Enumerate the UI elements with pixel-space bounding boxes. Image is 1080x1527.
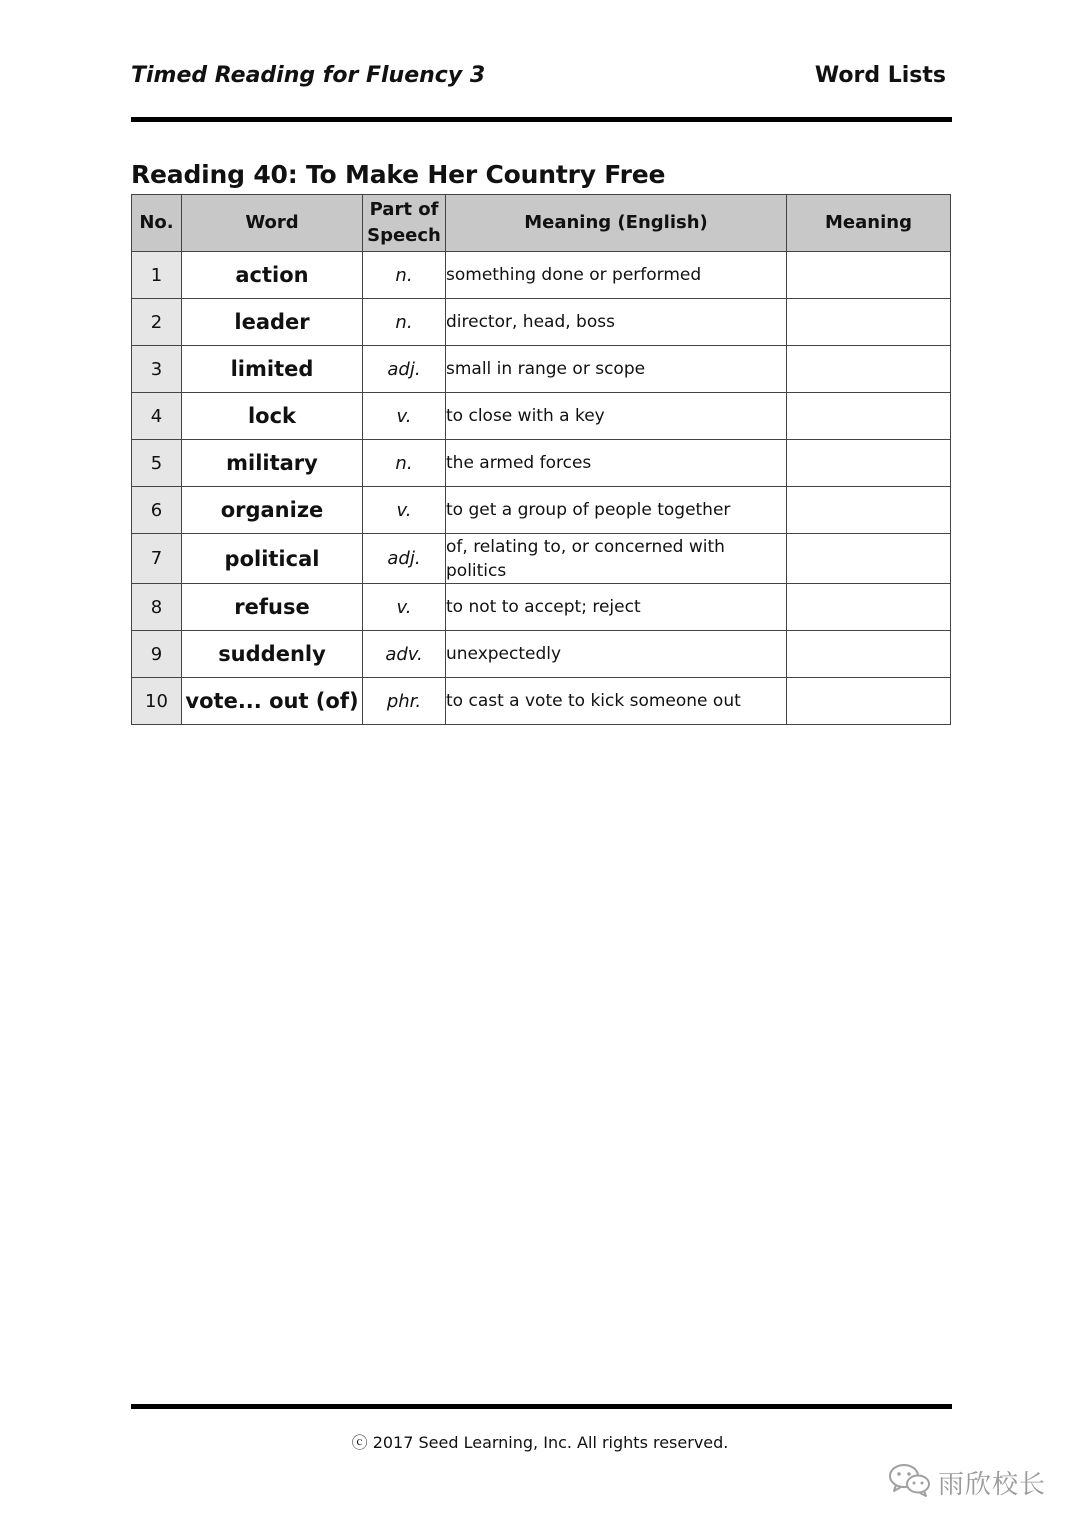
row-number: 7 (132, 534, 182, 584)
copyright-notice: ⓒ 2017 Seed Learning, Inc. All rights reserved. (351, 1433, 729, 1452)
col-header-word: Word (182, 195, 363, 252)
row-word: refuse (182, 584, 363, 631)
row-part-of-speech: adj. (363, 534, 446, 584)
row-part-of-speech: v. (363, 584, 446, 631)
row-word: military (182, 440, 363, 487)
row-meaning-english: small in range or scope (446, 346, 787, 393)
row-number: 4 (132, 393, 182, 440)
row-word: action (182, 252, 363, 299)
footer-rule (131, 1404, 952, 1409)
watermark-text: 雨欣校长 (938, 1469, 1047, 1500)
col-header-part-of-speech (363, 195, 446, 252)
row-meaning-english: of, relating to, or concerned with politics (446, 534, 787, 584)
table-header-row (132, 195, 951, 252)
row-number: 10 (132, 678, 182, 725)
row-part-of-speech: n. (363, 440, 446, 487)
section-label: Word Lists (814, 63, 946, 88)
row-number: 5 (132, 440, 182, 487)
row-meaning-blank (787, 487, 951, 534)
row-meaning-english: to not to accept; reject (446, 584, 787, 631)
row-number: 3 (132, 346, 182, 393)
row-part-of-speech: v. (363, 393, 446, 440)
row-meaning-blank (787, 252, 951, 299)
row-number: 2 (132, 299, 182, 346)
row-meaning-blank (787, 584, 951, 631)
row-word: limited (182, 346, 363, 393)
row-word: vote... out (of) (182, 678, 363, 725)
row-meaning-english: something done or performed (446, 252, 787, 299)
row-part-of-speech: adj. (363, 346, 446, 393)
header-rule (131, 117, 952, 122)
table-row (132, 393, 951, 440)
row-meaning-blank (787, 440, 951, 487)
table-row (132, 252, 951, 299)
row-meaning-english: to cast a vote to kick someone out (446, 678, 787, 725)
row-part-of-speech: v. (363, 487, 446, 534)
table-row (132, 440, 951, 487)
row-part-of-speech: n. (363, 252, 446, 299)
row-meaning-english: the armed forces (446, 440, 787, 487)
row-part-of-speech: adv. (363, 631, 446, 678)
table-row (132, 678, 951, 725)
row-meaning-blank (787, 299, 951, 346)
row-meaning-english: to close with a key (446, 393, 787, 440)
row-word: organize (182, 487, 363, 534)
watermark (888, 1462, 1046, 1502)
table-row (132, 487, 951, 534)
row-number: 6 (132, 487, 182, 534)
table-row (132, 631, 951, 678)
book-title: Timed Reading for Fluency 3 (131, 63, 486, 88)
row-meaning-blank (787, 631, 951, 678)
col-header-meaning-english: Meaning (English) (446, 195, 787, 252)
row-meaning-blank (787, 534, 951, 584)
table-row (132, 299, 951, 346)
row-part-of-speech: n. (363, 299, 446, 346)
row-word: political (182, 534, 363, 584)
row-meaning-english: director, head, boss (446, 299, 787, 346)
col-header-no: No. (132, 195, 182, 252)
row-number: 9 (132, 631, 182, 678)
col-header-meaning: Meaning (787, 195, 951, 252)
table-row (132, 584, 951, 631)
page-title: Reading 40: To Make Her Country Free (131, 160, 666, 189)
row-meaning-blank (787, 678, 951, 725)
row-number: 8 (132, 584, 182, 631)
row-word: lock (182, 393, 363, 440)
col-header-pos-line1: Part of (369, 199, 439, 220)
word-list-table (131, 194, 951, 725)
row-part-of-speech: phr. (363, 678, 446, 725)
row-meaning-english: to get a group of people together (446, 487, 787, 534)
col-header-pos-line2: Speech (367, 225, 441, 246)
wechat-icon (888, 1462, 932, 1502)
row-meaning-blank (787, 393, 951, 440)
table-row (132, 534, 951, 584)
row-word: suddenly (182, 631, 363, 678)
row-word: leader (182, 299, 363, 346)
row-meaning-english: unexpectedly (446, 631, 787, 678)
row-meaning-blank (787, 346, 951, 393)
table-row (132, 346, 951, 393)
row-number: 1 (132, 252, 182, 299)
